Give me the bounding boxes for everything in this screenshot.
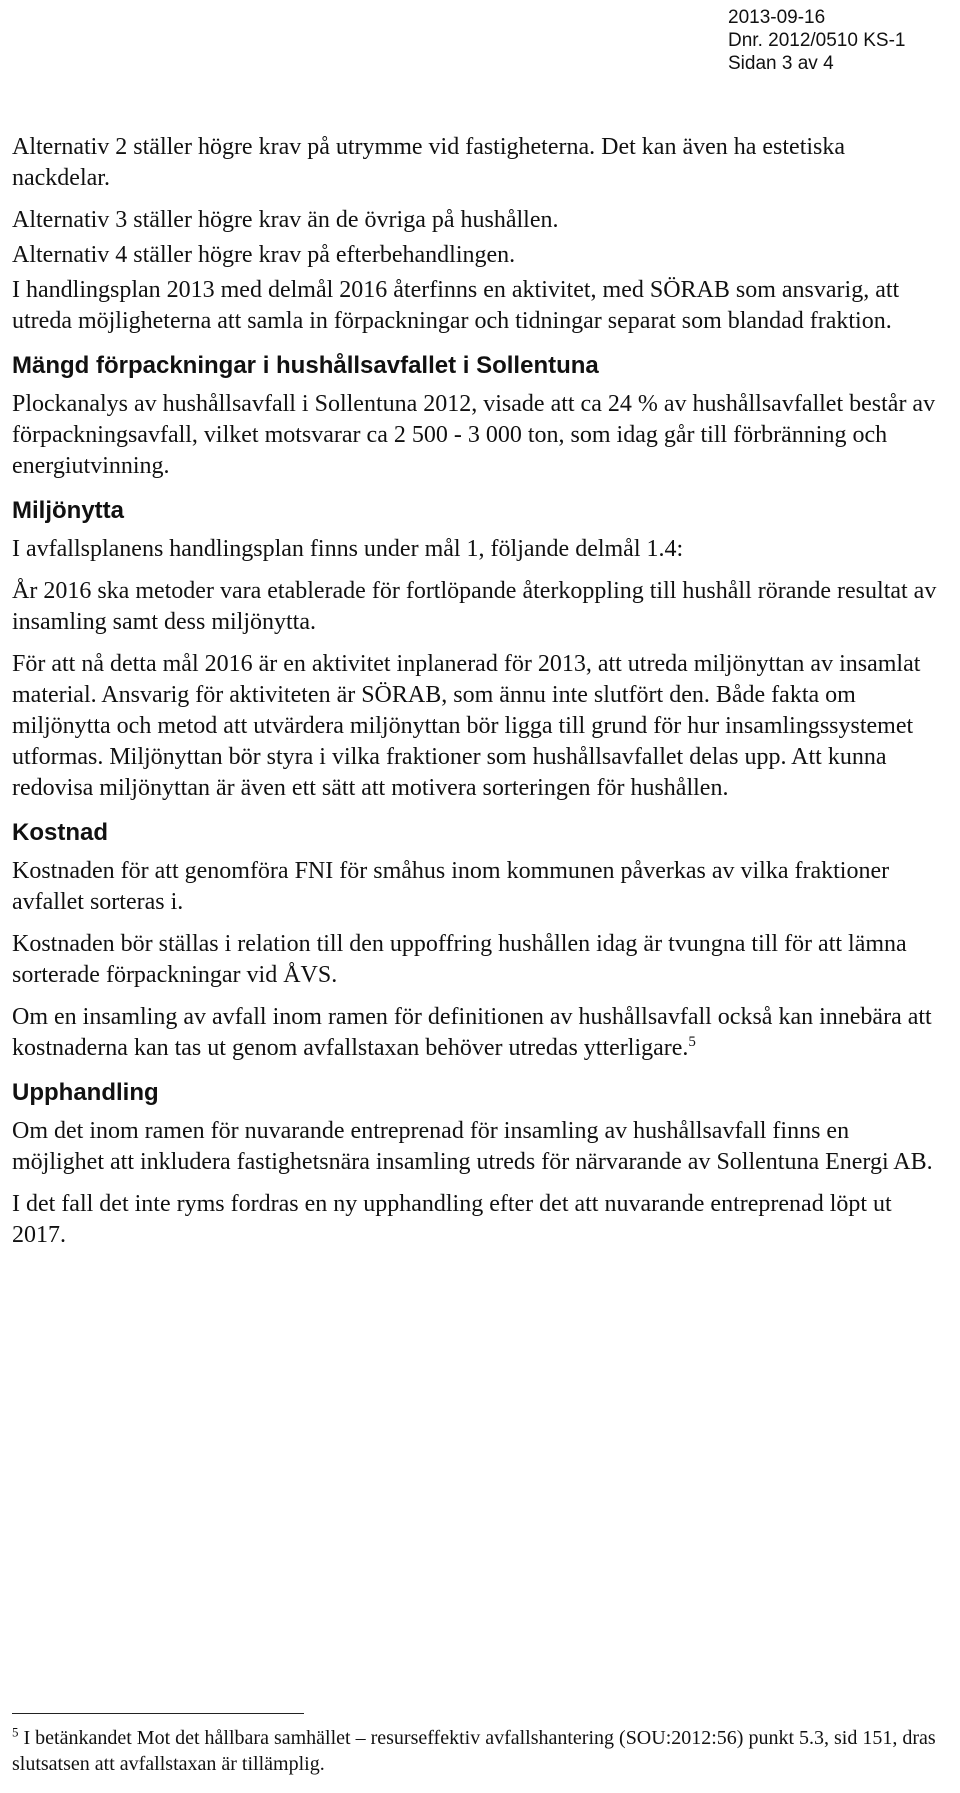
paragraph-alternative-3: Alternativ 3 ställer högre krav än de övriga på hushållen. xyxy=(12,207,559,233)
paragraph-sub-goal: I avfallsplanens handlingsplan finns under mål 1, följande delmål 1.4: xyxy=(12,536,684,562)
paragraph-environmental-activity: För att nå detta mål 2016 är en aktivitet inplanerad för 2013, att utreda miljönyttan av insamlat material. Ansvarig för aktiviteten är SÖRAB, som ännu inte slutfört den. Både fakta om miljönytta och metod att utvärdera miljönyttan bör ligga till grund för hur insamlingssystemet utformas. Miljönyttan bör styra i vilka fraktioner som hushållsavfallet delas upp. Att kunna redovisa miljönyttan är även ett sätt att motivera sorteringen för hushållen. xyxy=(12,651,921,801)
footnote-number: 5 xyxy=(12,1724,19,1740)
paragraph-cost-relation: Kostnaden bör ställas i relation till den uppoffring hushållen idag är tvungna till för att lämna sorterade förpackningar vid ÅVS. xyxy=(12,931,907,988)
footnote xyxy=(12,1725,947,1777)
document-body xyxy=(12,132,947,1262)
cost-tariff-text: Om en insamling av avfall inom ramen för definitionen av hushållsavfall också kan innebära att kostnaderna kan tas ut genom avfallstaxan behöver utredas ytterligare. xyxy=(12,1004,932,1061)
footnote-reference: 5 xyxy=(688,1034,696,1050)
paragraph-procurement-contract: Om det inom ramen för nuvarande entreprenad för insamling av hushållsavfall finns en möjlighet att inkludera fastighetsnära insamling utreds för närvarande av Sollentuna Energi AB. xyxy=(12,1118,933,1175)
footnote-text: I betänkandet Mot det hållbara samhället – resurseffektiv avfallshantering (SOU:2012:56) punkt 5.3, sid 151, dras slutsatsen att avfallstaxan är tillämplig. xyxy=(12,1727,936,1775)
heading-packaging-amount: Mängd förpackningar i hushållsavfallet i Sollentuna xyxy=(12,352,599,379)
paragraph-pick-analysis: Plockanalys av hushållsavfall i Sollentuna 2012, visade att ca 24 % av hushållsavfallet består av förpackningsavfall, vilket motsvarar ca 2 500 - 3 000 ton, som idag går till förbränning och energiutvinning. xyxy=(12,391,936,479)
paragraph-alternative-4: Alternativ 4 ställer högre krav på efterbehandlingen. xyxy=(12,242,516,268)
heading-cost: Kostnad xyxy=(12,819,108,846)
paragraph-cost-tariff xyxy=(12,1002,947,1064)
heading-environmental-benefit: Miljönytta xyxy=(12,497,124,524)
document-reference-number: Dnr. 2012/0510 KS-1 xyxy=(728,30,906,51)
paragraph-alternative-2: Alternativ 2 ställer högre krav på utrymme vid fastigheterna. Det kan även ha estetiska nackdelar. xyxy=(12,134,846,191)
paragraph-goal-2016: År 2016 ska metoder vara etablerade för fortlöpande återkoppling till hushåll rörande resultat av insamling samt dess miljönytta. xyxy=(12,578,937,635)
paragraph-action-plan: I handlingsplan 2013 med delmål 2016 återfinns en aktivitet, med SÖRAB som ansvarig, att utreda möjligheterna att samla in förpackningar och tidningar separat som blandad fraktion. xyxy=(12,277,900,334)
footnote-divider xyxy=(12,1713,304,1714)
heading-procurement: Upphandling xyxy=(12,1079,159,1106)
document-header xyxy=(728,6,905,75)
paragraph-procurement-new: I det fall det inte ryms fordras en ny upphandling efter det att nuvarande entreprenad löpt ut 2017. xyxy=(12,1191,892,1248)
paragraph-cost-fni: Kostnaden för att genomföra FNI för småhus inom kommunen påverkas av vilka fraktioner avfallet sorteras i. xyxy=(12,858,890,915)
page-number: Sidan 3 av 4 xyxy=(728,53,834,74)
document-date: 2013-09-16 xyxy=(728,7,826,28)
